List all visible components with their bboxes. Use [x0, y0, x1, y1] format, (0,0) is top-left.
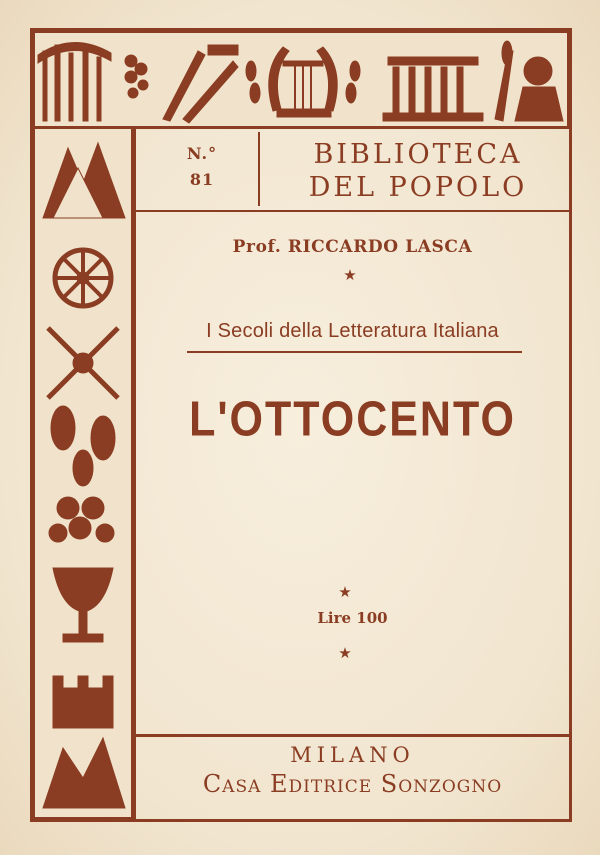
- subject-line: I Secoli della Letteratura Italiana: [206, 320, 499, 342]
- price: Lire 100: [317, 609, 388, 627]
- title-panel: [133, 126, 570, 820]
- star-ornament: ★: [338, 644, 352, 662]
- star-ornament: ★: [338, 583, 352, 601]
- imprint-city: MILANO: [290, 743, 415, 767]
- series-name-line2: DEL POPOLO: [308, 172, 528, 203]
- left-ornamental-band: [33, 128, 133, 819]
- author-name: Prof. RICCARDO LASCA: [232, 237, 473, 257]
- series-number: 81: [189, 170, 215, 189]
- series-divider: [258, 132, 260, 206]
- series-name-line1: BIBLIOTECA: [313, 139, 523, 170]
- book-title: L'OTTOCENTO: [189, 392, 516, 448]
- top-ornamental-band: [33, 31, 569, 128]
- subject-underline: [187, 351, 522, 353]
- star-ornament: ★: [343, 266, 357, 284]
- top-ornament: [33, 31, 569, 128]
- series-number-label: N.°: [186, 144, 218, 163]
- left-ornament: [33, 128, 133, 819]
- imprint-rule: [133, 734, 570, 737]
- publisher-name: Casa Editrice Sonzogno: [202, 770, 503, 798]
